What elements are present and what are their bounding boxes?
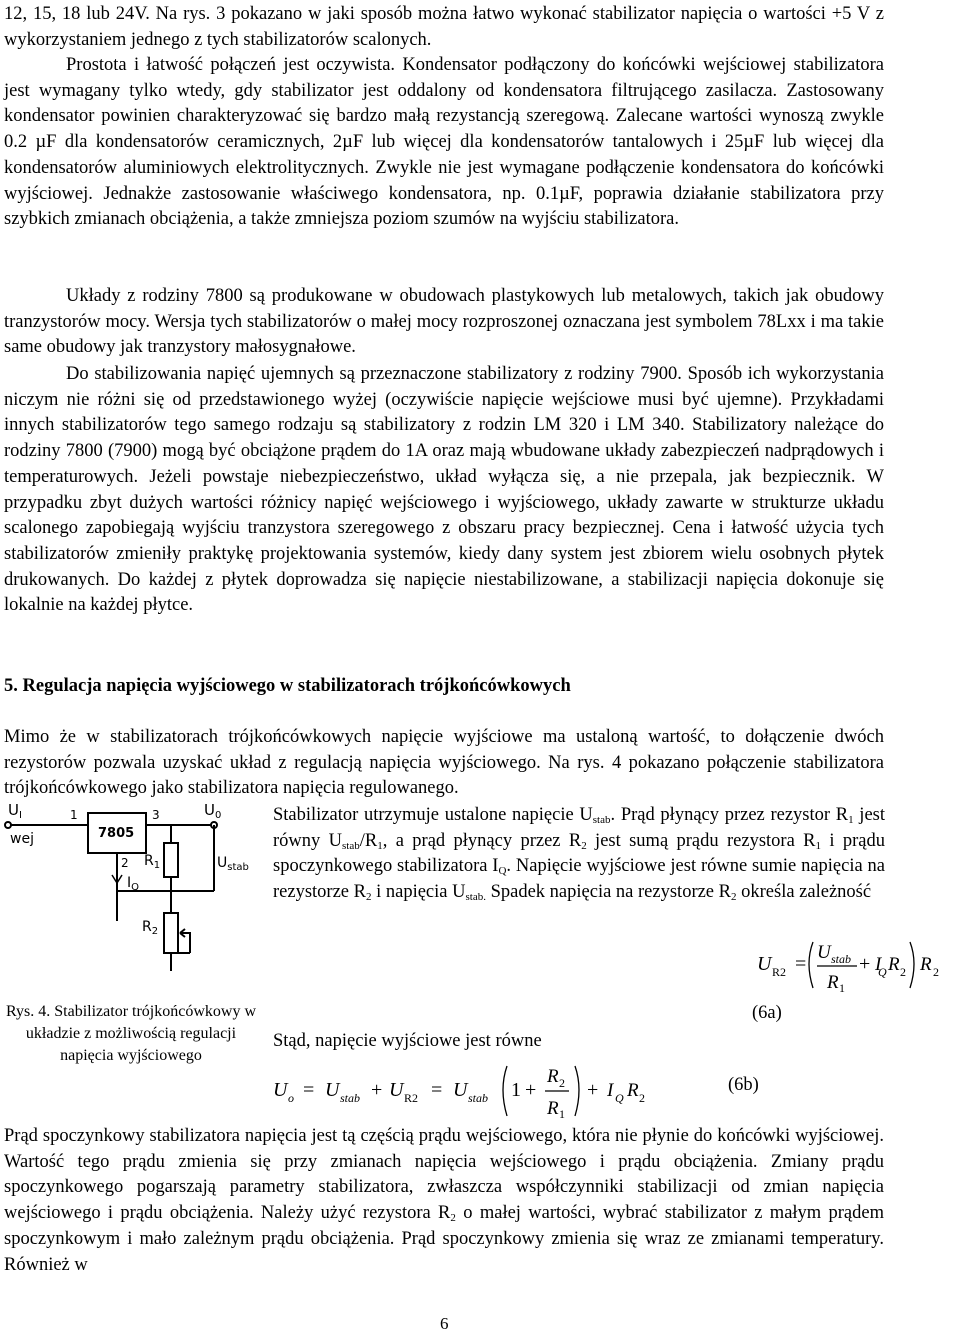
paragraph-4: Do stabilizowania napięć ujemnych są przeznaczone stabilizatory z rodziny 7900. Sposób ich wykorzystania niczym nie różni się od przedstawionego wyżej (oczywiście napięcie wejściowe musi być ujemne). Przykładami innych stabilizatorów tego samego rodzaju są stabilizatory z rodzin LM 320 i LM 340. Stabilizatory należące do rodziny 7800 (7900) mogą być obciążone prądem do 1A oraz mają wbudowane układy zabezpieczeń nadprądowych i temperaturowych. Jeżeli powstaje niebezpieczeństwo, układ wyłącza się, a nie przepala, jak bezpiecznik. W przypadku zbyt dużych wartości różnicy napięć wejściowego i wyjściowego, układy zawarte w strukturze układu scalonego zapobiegają wyjściu tranzystora szeregowego z obszaru pracy bezpiecznej. Cena i łatwość użycia tych stabilizatorów zmieniły praktykę projektowania systemów, kiedy dany system jest zbiorem wielu osobnych płytek drukowanych. Do każdej z płytek doprowadza się napięcie niestabilizowane, a stabilizacji napięcia dokonuje się lokalnie na każdej płytce.: [4, 364, 884, 616]
paragraph-6: Prąd spoczynkowy stabilizatora napięcia jest tą częścią prądu wejściowego, która nie płynie do końcówki wyjściowej. Wartość tego prądu zmienia się przy zmianach napięcia wejściowego i prądu obciążenia. Zmiany prądu spoczynkowego pogarszają parametry stabilizatora, zwłaszcza współczynniki stabilizacji od zmian napięcia wejściowego i prądu obciążenia. Należy użyć rezystora $R_2$ o małej wartości, wybrać stabilizator z małym prądem spoczynkowym i mało zależnym prądu obciążenia. Prąd spoczynkowy zmienia się wraz ze zmianami temperatury. Również w: [4, 1126, 884, 1275]
ui-label: $U_I$: [8, 803, 22, 821]
ic-label: 7805: [98, 826, 135, 841]
svg-text:R: R: [827, 972, 839, 993]
paragraph-1: 12, 15, 18 lub 24V. Na rys. 3 pokazano w jaki sposób można łatwo wykonać stabilizator napięcia o wartości +5 V z wykorzystaniem jednego z tych stabilizatorów scalonych.: [4, 4, 884, 50]
svg-text:+: +: [525, 1079, 537, 1101]
svg-text:=: =: [431, 1079, 443, 1101]
svg-text:U: U: [273, 1079, 288, 1101]
pin-out-label: 3: [152, 808, 160, 822]
svg-text:o: o: [288, 1091, 294, 1105]
r1-label: $R_1$: [144, 853, 161, 871]
svg-text:R2: R2: [772, 965, 787, 979]
iq-label: $I_Q$: [127, 875, 140, 893]
svg-text:+: +: [371, 1079, 383, 1101]
svg-text:2: 2: [900, 965, 906, 979]
svg-text:U: U: [325, 1079, 340, 1101]
svg-text:U: U: [453, 1079, 468, 1101]
svg-text:R: R: [547, 1098, 559, 1119]
svg-text:R: R: [627, 1080, 639, 1101]
svg-text:1: 1: [511, 1079, 521, 1101]
svg-text:=: =: [795, 953, 807, 975]
pin-gnd-label: 2: [121, 856, 129, 870]
svg-text:Q: Q: [615, 1091, 624, 1105]
svg-text:stab: stab: [831, 952, 852, 966]
svg-text:R: R: [888, 954, 900, 975]
svg-text:stab: stab: [340, 1091, 361, 1105]
svg-text:U: U: [389, 1079, 404, 1101]
paragraph-5: Mimo że w stabilizatorach trójkońcówkowych napięcie wyjściowe ma ustaloną wartość, to dołączenie dwóch rezystorów pozwala uzyskać układ z regulacją napięcia wyjściowego. Na rys. 4 pokazano połączenie stabilizatora trójkońcówkowego jako stabilizatora napięcia regulowanego.: [4, 727, 884, 799]
wej-label: wej: [10, 831, 34, 847]
svg-text:U: U: [817, 942, 831, 963]
right-column-text: Stabilizator utrzymuje ustalone napięcie $U_{stab}$. Prąd płynący przez rezystor $R_1$ jest równy $U_{stab}/R_1$, a prąd płynący przez $R_2$ jest sumą prądu rezystora $R_1$ i prądu spoczynkowego stabilizatora $I_Q$. Napięcie wyjściowe jest równe sumie napięcia na rezystorze $R_2$ i napięcia $U_{stab.}$ Spadek napięcia na rezystorze $R_2$ określa zależność: [273, 805, 885, 904]
circuit-diagram: [4, 803, 266, 973]
paragraph-2: Prostota i łatwość połączeń jest oczywista. Kondensator podłączony do końcówki wejściowej stabilizatora jest wymagany tylko wtedy, gdy stabilizator jest oddalony od kondensatora filtrującego zasilacza. Zastosowany kondensator powinien charakteryzować się bardzo małą rezystancją szeregową. Zalecane wartości wynoszą zwykle 0.2 µF dla kondensatorów ceramicznych, 2µF lub więcej dla kondensatorów tantalowych i 25µF lub więcej dla kondensatorów aluminiowych elektrolitycznych. Zwykle nie jest wymagane podłączenie kondensatora do końcówki wyjściowej. Jednakże zastosowanie właściwego kondensatora, np. 0.1µF, poprawia działanie stabilizatora przy szybkich zmianach obciążenia, a także zmniejsza poziom szumów na wyjściu stabilizatora.: [4, 55, 884, 230]
svg-text:=: =: [303, 1079, 315, 1101]
section-heading: 5. Regulacja napięcia wyjściowego w stabilizatorach trójkońcówkowych: [4, 676, 571, 696]
svg-text:2: 2: [639, 1091, 645, 1105]
equation-6b: [273, 1056, 633, 1126]
ustab-label: $U_{stab}$: [217, 855, 249, 873]
paragraph-3: Układy z rodziny 7800 są produkowane w obudowach plastykowych lub metalowych, takich jak obudowy tranzystorów mocy. Wersja tych stabilizatorów o małej mocy rozproszonej oznaczana jest symbolem 78Lxx i ma takie same obudowy jak tranzystory małosygnałowe.: [4, 286, 884, 358]
svg-text:R: R: [547, 1066, 559, 1087]
r2-label: $R_2$: [142, 919, 159, 937]
eq6b-label: (6b): [728, 1075, 759, 1095]
pin-in-label: 1: [70, 808, 78, 822]
svg-text:stab: stab: [468, 1091, 489, 1105]
svg-text:I: I: [607, 1080, 614, 1101]
equation-6b-tail: [627, 1056, 667, 1126]
equation-6a-tail: [878, 930, 958, 1000]
uo-label: $U_0$: [204, 803, 222, 821]
svg-text:I: I: [875, 954, 882, 975]
svg-text:R: R: [920, 954, 932, 975]
svg-text:+: +: [587, 1079, 599, 1101]
figure-caption: Rys. 4. Stabilizator trójkońcówkowy w układzie z możliwością regulacji napięcia wyjściowego: [6, 1003, 256, 1064]
eq6a-label: (6a): [752, 1003, 782, 1023]
svg-text:R2: R2: [404, 1091, 419, 1105]
svg-text:+: +: [859, 953, 871, 975]
equation-6a: [755, 930, 895, 1000]
stad-text: Stąd, napięcie wyjściowe jest równe: [273, 1031, 542, 1051]
svg-text:2: 2: [559, 1076, 565, 1090]
svg-text:Q: Q: [878, 965, 887, 979]
svg-text:1: 1: [559, 1107, 565, 1121]
svg-text:1: 1: [839, 981, 845, 995]
svg-text:U: U: [757, 953, 772, 975]
page-number: 6: [440, 1314, 449, 1333]
svg-text:2: 2: [933, 965, 939, 979]
